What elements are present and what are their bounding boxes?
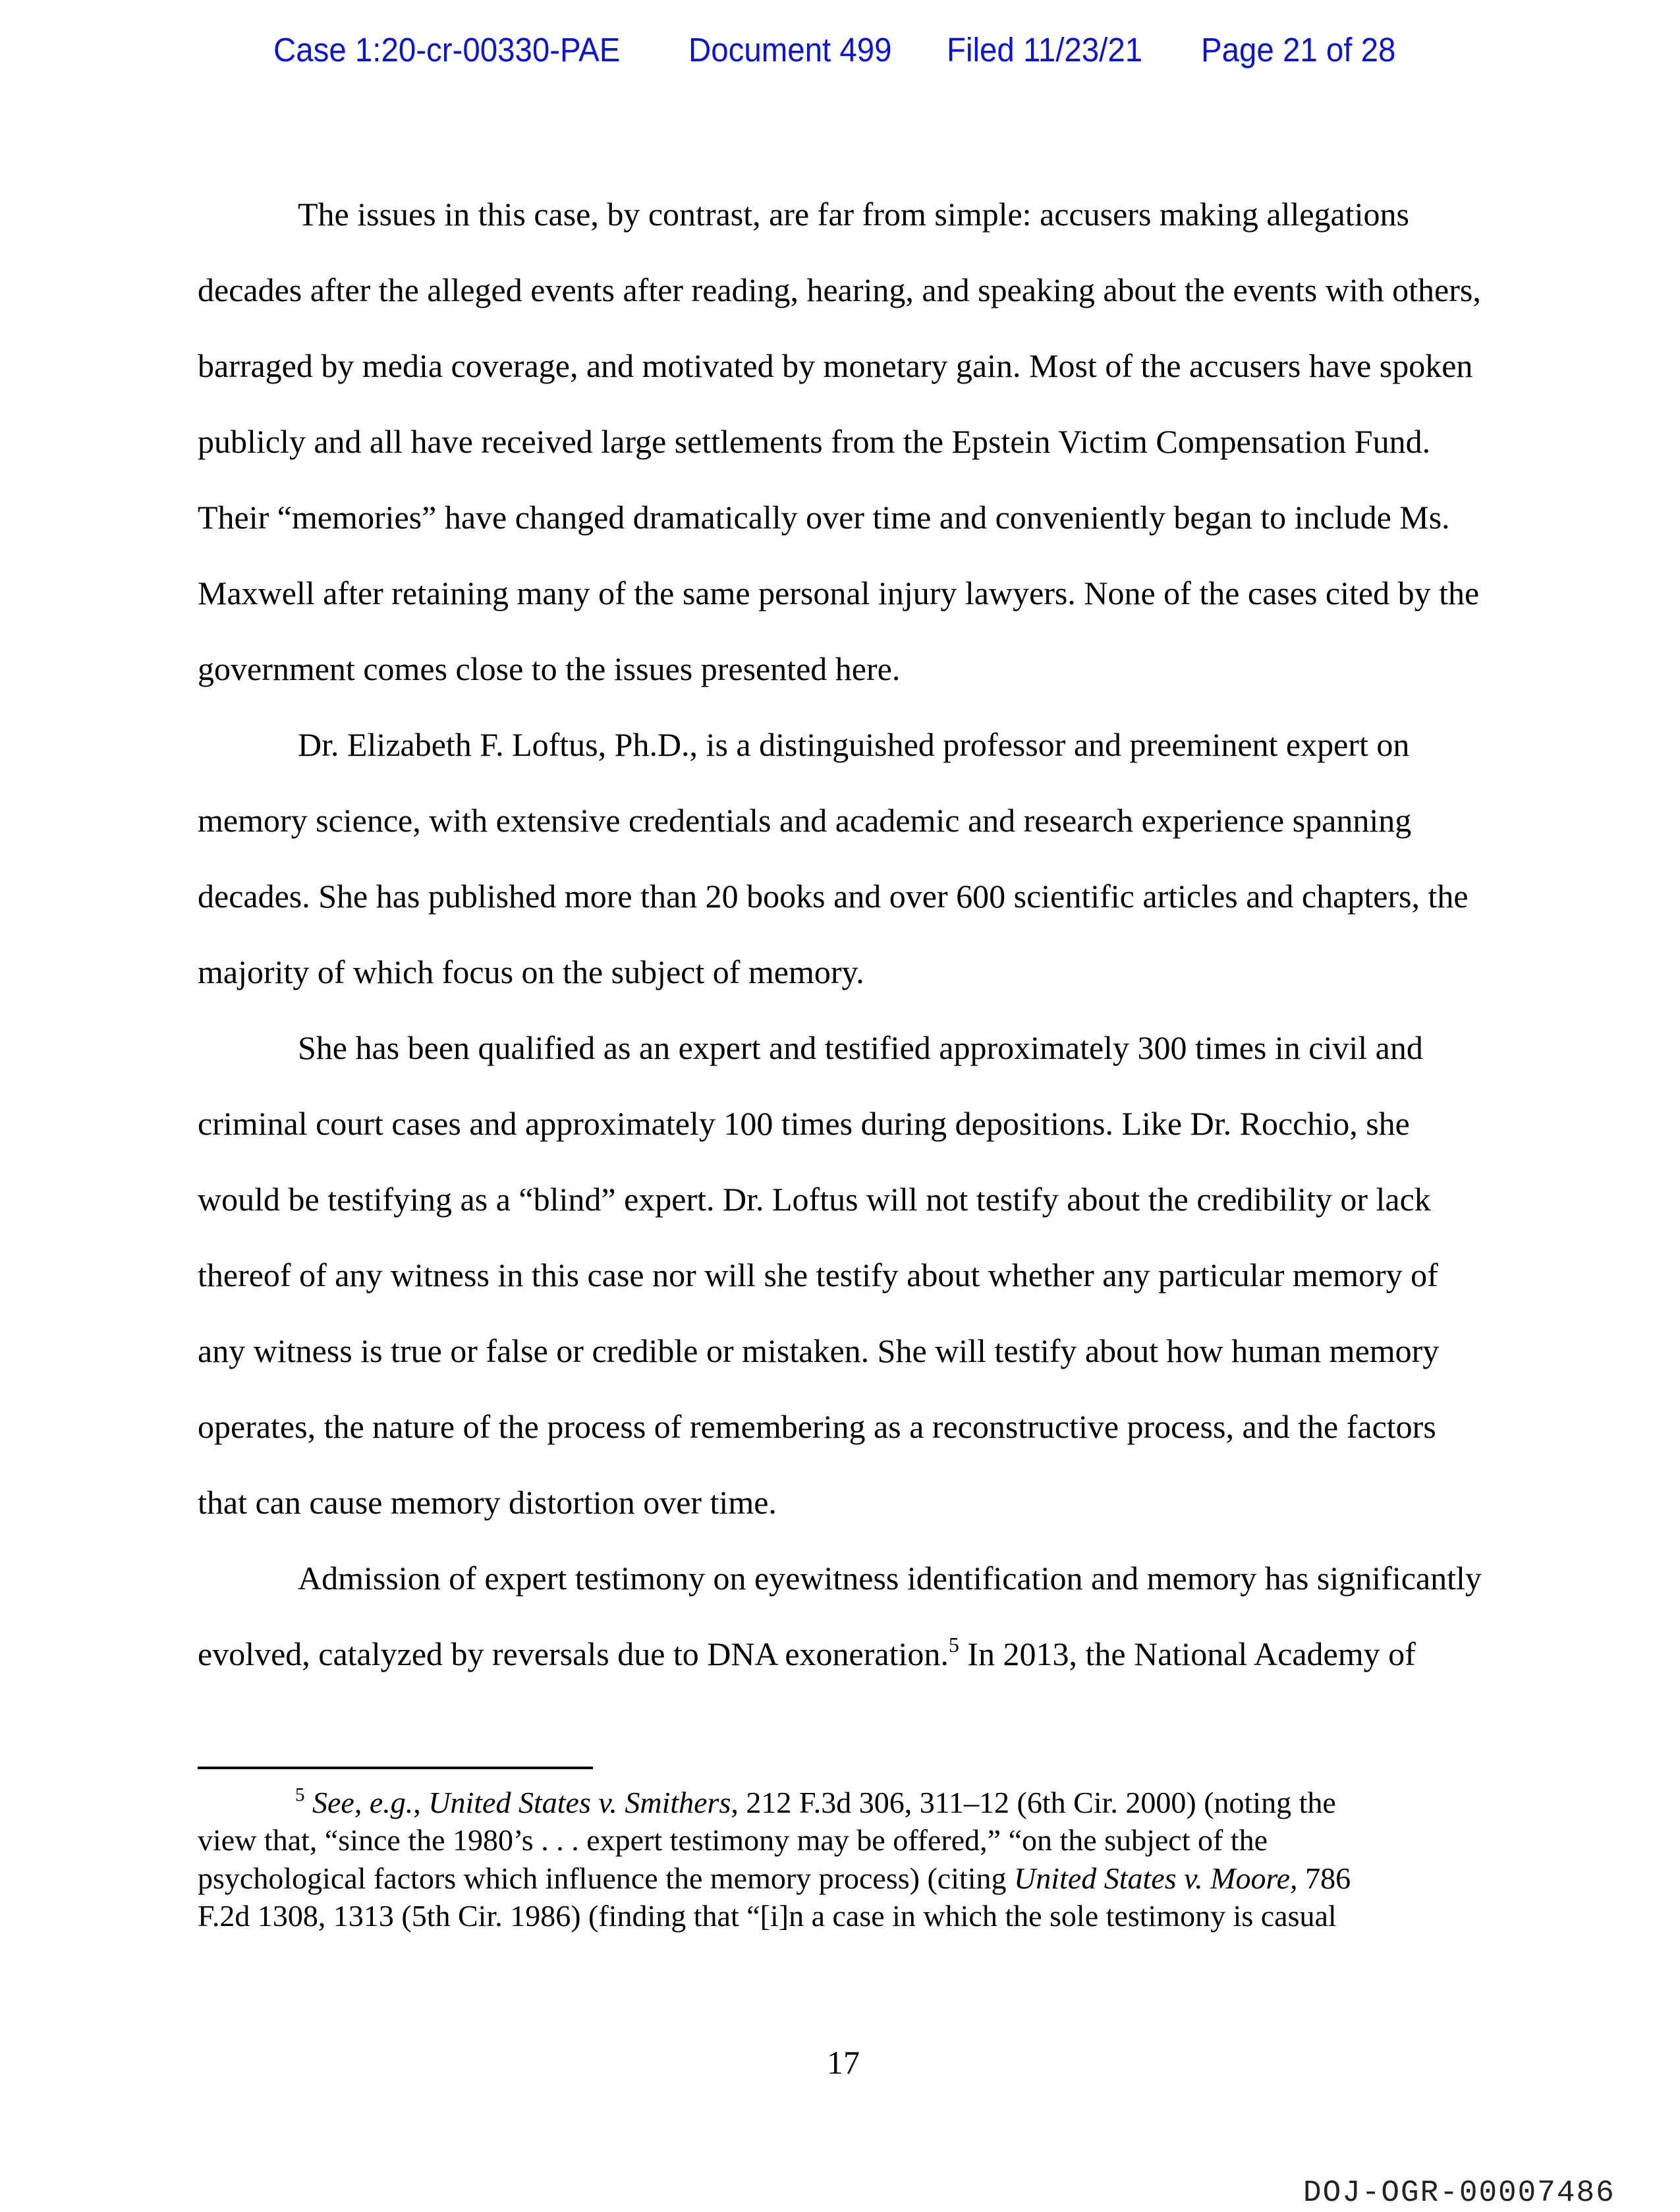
- header-filed-date: Filed 11/23/21: [947, 31, 1143, 69]
- footnote-separator: [198, 1767, 593, 1769]
- footnote-line: view that, “since the 1980’s . . . expert testimony may be offered,” “on the subject of the: [198, 1823, 1268, 1857]
- body-line: Maxwell after retaining many of the same personal injury lawyers. None of the cases cited by the: [198, 575, 1480, 611]
- body-line: decades. She has published more than 20 books and over 600 scientific articles and chapters, the: [198, 878, 1469, 915]
- body-line: publicly and all have received large settlements from the Epstein Victim Compensation Fund.: [198, 423, 1431, 460]
- header-case-number: Case 1:20-cr-00330-PAE: [273, 31, 621, 69]
- body-line: thereof of any witness in this case nor will she testify about whether any particular memory of: [198, 1257, 1438, 1293]
- body-line: She has been qualified as an expert and testified approximately 300 times in civil and: [298, 1029, 1423, 1066]
- footnote-text-segment: psychological factors which influence the memory process) (citing: [198, 1861, 1015, 1895]
- footnote-reference[interactable]: 5: [948, 1633, 959, 1657]
- footnote-line: F.2d 1308, 1313 (5th Cir. 1986) (finding that “[i]n a case in which the sole testimony is casual: [198, 1899, 1337, 1933]
- body-line: criminal court cases and approximately 100 times during depositions. Like Dr. Rocchio, she: [198, 1105, 1410, 1142]
- footnote-line: [198, 1860, 1351, 1897]
- footnote-text-segment: , 212 F.3d 306, 311–12 (6th Cir. 2000) (noting the: [731, 1786, 1336, 1819]
- bates-stamp: DOJ-OGR-00007486: [1303, 2176, 1615, 2210]
- body-line: The issues in this case, by contrast, are far from simple: accusers making allegations: [298, 196, 1409, 233]
- ecf-header: [0, 30, 1680, 70]
- body-line: Their “memories” have changed dramatically over time and conveniently began to include Ms.: [198, 499, 1450, 536]
- body-line: that can cause memory distortion over time.: [198, 1484, 777, 1521]
- footnote-line: [295, 1784, 1336, 1821]
- case-name: United States v. Moore,: [1014, 1861, 1298, 1895]
- citation-signal: See, e.g.: [312, 1786, 414, 1819]
- header-document-number: Document 499: [688, 31, 892, 69]
- footnote-text-segment: 786: [1297, 1861, 1351, 1895]
- body-line: [198, 1634, 1416, 1674]
- body-line: barraged by media coverage, and motivated by monetary gain. Most of the accusers have spoken: [198, 347, 1473, 384]
- header-page-count: Page 21 of 28: [1201, 31, 1396, 69]
- footnote-number: 5: [295, 1784, 305, 1805]
- body-line: majority of which focus on the subject of memory.: [198, 953, 864, 990]
- case-name: United States v. Smithers: [428, 1786, 731, 1819]
- body-line: government comes close to the issues presented here.: [198, 650, 901, 687]
- body-line: Admission of expert testimony on eyewitness identification and memory has significantly: [298, 1560, 1482, 1597]
- body-text-segment: evolved, catalyzed by reversals due to DNA exoneration.: [198, 1635, 949, 1672]
- body-line: memory science, with extensive credentials and academic and research experience spanning: [198, 802, 1412, 839]
- page-number: 17: [827, 2044, 860, 2081]
- body-line: would be testifying as a “blind” expert. Dr. Loftus will not testify about the credibility or lack: [198, 1181, 1431, 1218]
- body-line: any witness is true or false or credible or mistaken. She will testify about how human memory: [198, 1332, 1440, 1369]
- body-line: decades after the alleged events after reading, hearing, and speaking about the events with others,: [198, 271, 1481, 308]
- body-line: Dr. Elizabeth F. Loftus, Ph.D., is a distinguished professor and preeminent expert on: [298, 726, 1410, 763]
- footnote-text-segment: ,: [413, 1786, 429, 1819]
- body-text-segment: In 2013, the National Academy of: [959, 1635, 1416, 1672]
- body-line: operates, the nature of the process of remembering as a reconstructive process, and the factors: [198, 1408, 1436, 1445]
